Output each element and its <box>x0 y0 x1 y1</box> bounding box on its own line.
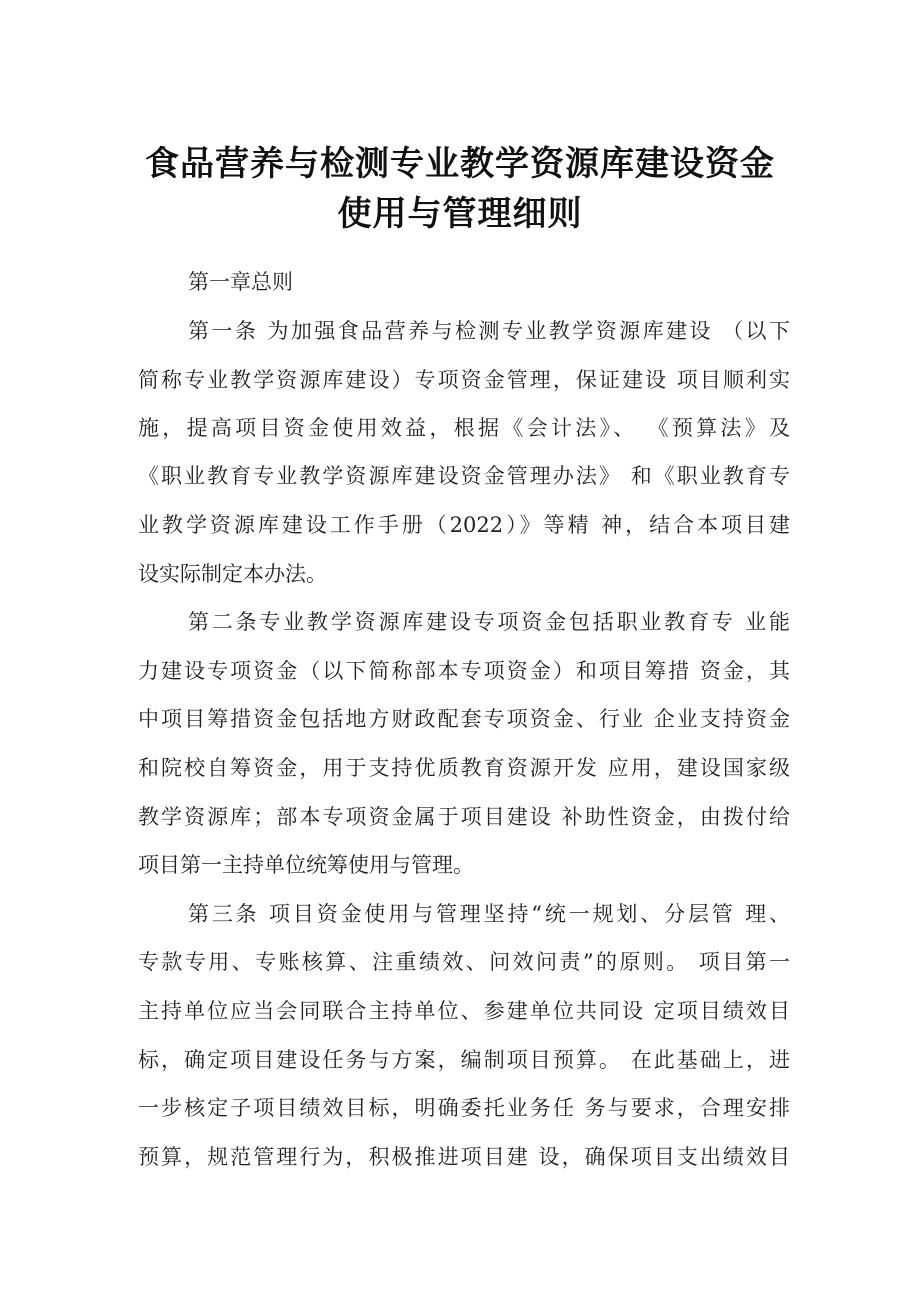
article-3-line: 第三条 项目资金使用与管理坚持“统一规划、分层管 理、 <box>188 902 790 926</box>
article-1-line: 简称专业教学资源库建设）专项资金管理，保证建设 项目顺利实 <box>138 368 790 392</box>
article-3-line: 专款专用、专账核算、注重绩效、问效问责”的原则。 项目第一 <box>138 950 790 974</box>
article-3-line: 预算，规范管理行为，积极推进项目建 设，确保项目支出绩效目 <box>138 1145 790 1169</box>
article-3-line: 标，确定项目建设任务与方案，编制项目预算。 在此基础上，进 <box>138 1048 790 1072</box>
article-2-line: 项目第一主持单位统筹使用与管理。 <box>138 853 474 877</box>
article-2-line: 和院校自筹资金，用于支持优质教育资源开发 应用，建设国家级 <box>138 756 790 780</box>
document-title-line-2: 使用与管理细则 <box>337 194 583 234</box>
article-1-line: 第一条 为加强食品营养与检测专业教学资源库建设 （以下 <box>188 319 790 343</box>
document-title-line-1: 食品营养与检测专业教学资源库建设资金 <box>145 144 775 184</box>
article-2-line: 教学资源库；部本专项资金属于项目建设 补助性资金，由拨付给 <box>138 805 790 829</box>
article-3-line: 主持单位应当会同联合主持单位、参建单位共同设 定项目绩效目 <box>138 999 790 1023</box>
article-2-line: 中项目筹措资金包括地方财政配套专项资金、行业 企业支持资金 <box>138 707 790 731</box>
article-2-line: 第二条专业教学资源库建设专项资金包括职业教育专 业能 <box>188 610 790 634</box>
article-1-line: 设实际制定本办法。 <box>138 562 327 586</box>
article-1-line: 施，提高项目资金使用效益，根据《会计法》、 《预算法》及 <box>138 416 790 440</box>
article-3-line: 一步核定子项目绩效目标，明确委托业务任 务与要求，合理安排 <box>138 1096 790 1120</box>
article-1-line: 《职业教育专业教学资源库建设资金管理办法》 和《职业教育专 <box>138 464 790 488</box>
chapter-heading: 第一章总则 <box>188 270 293 294</box>
article-2-line: 力建设专项资金（以下简称部本专项资金）和项目筹措 资金，其 <box>138 659 790 683</box>
article-1-line: 业教学资源库建设工作手册（2022）》等精 神，结合本项目建 <box>138 513 790 537</box>
